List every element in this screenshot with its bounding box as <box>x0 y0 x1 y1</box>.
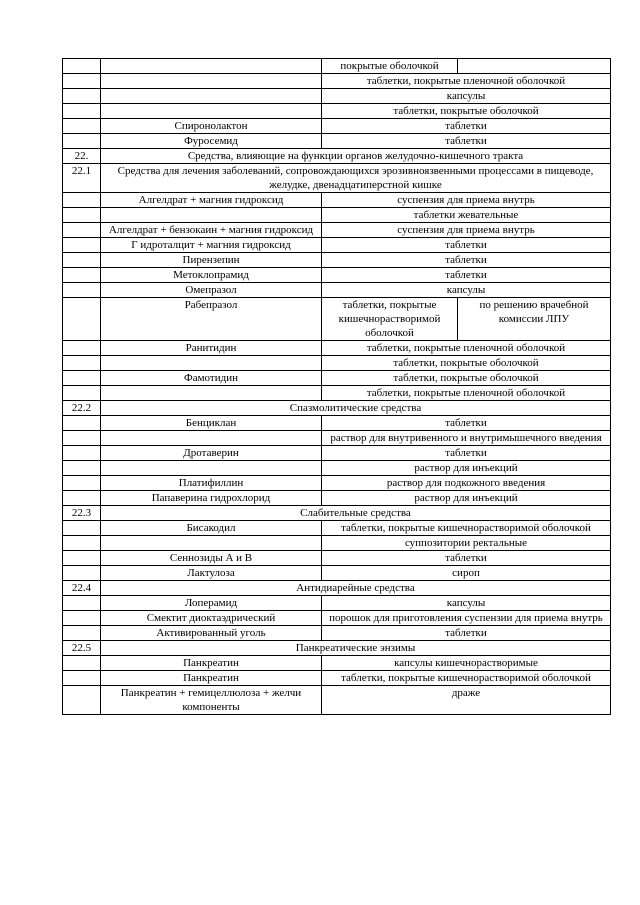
table-row <box>63 134 611 149</box>
table-row <box>63 686 611 715</box>
section-header-row <box>63 581 611 596</box>
dosage-form-cell: таблетки, покрытые пленочной оболочкой <box>322 74 611 89</box>
dosage-form-cell: таблетки, покрытые оболочкой <box>322 104 611 119</box>
dosage-form-cell: таблетки, покрытые пленочной оболочкой <box>322 386 611 401</box>
dosage-form-cell: таблетки <box>322 238 611 253</box>
drug-name-cell: Лактулоза <box>101 566 322 581</box>
section-number: 22.2 <box>63 401 101 416</box>
section-title: Слабительные средства <box>101 506 611 521</box>
dosage-form-cell: раствор для подкожного введения <box>322 476 611 491</box>
dosage-form-cell: сироп <box>322 566 611 581</box>
table-row <box>63 253 611 268</box>
table-row <box>63 551 611 566</box>
section-title: Антидиарейные средства <box>101 581 611 596</box>
dosage-form-cell: суспензия для приема внутрь <box>322 193 611 208</box>
table-row <box>63 491 611 506</box>
drug-name-cell: Панкреатин + гемицеллюлоза + желчи компоненты <box>101 686 322 715</box>
drug-name-cell: Рабепразол <box>101 298 322 341</box>
drug-name-cell: Бисакодил <box>101 521 322 536</box>
table-row <box>63 283 611 298</box>
drug-name-cell: Ранитидин <box>101 341 322 356</box>
section-number: 22.5 <box>63 641 101 656</box>
table-row <box>63 341 611 356</box>
table-row <box>63 461 611 476</box>
table-row <box>63 74 611 89</box>
drug-name-cell: Пирензепин <box>101 253 322 268</box>
table-row <box>63 656 611 671</box>
table-row <box>63 521 611 536</box>
section-title: Средства для лечения заболеваний, сопровождающихся эрозивноязвенными процессами в пищеводе, желудке, двенадцатиперстной кишке <box>101 164 611 193</box>
section-title: Панкреатические энзимы <box>101 641 611 656</box>
dosage-form-cell: капсулы <box>322 596 611 611</box>
drug-name-cell: Платифиллин <box>101 476 322 491</box>
dosage-form-cell: порошок для приготовления суспензии для приема внутрь <box>322 611 611 626</box>
section-number: 22. <box>63 149 101 164</box>
dosage-form-cell: таблетки, покрытые оболочкой <box>322 356 611 371</box>
table-row <box>63 596 611 611</box>
table-row <box>63 386 611 401</box>
table-row <box>63 371 611 386</box>
section-header-row <box>63 401 611 416</box>
drug-name-cell: Алгелдрат + магния гидроксид <box>101 193 322 208</box>
dosage-form-cell: таблетки <box>322 416 611 431</box>
table-row <box>63 193 611 208</box>
section-number: 22.4 <box>63 581 101 596</box>
dosage-form-cell: таблетки <box>322 253 611 268</box>
dosage-form-cell: таблетки <box>322 626 611 641</box>
table-row <box>63 446 611 461</box>
dosage-form-cell: драже <box>322 686 611 715</box>
section-title: Средства, влияющие на функции органов желудочно-кишечного тракта <box>101 149 611 164</box>
table-row <box>63 626 611 641</box>
table-row <box>63 238 611 253</box>
drug-name-cell: Фуросемид <box>101 134 322 149</box>
table-row <box>63 59 611 74</box>
section-number: 22.3 <box>63 506 101 521</box>
section-header-row <box>63 641 611 656</box>
dosage-form-cell: таблетки, покрытые кишечнорастворимой оболочкой <box>322 671 611 686</box>
dosage-form-cell: покрытые оболочкой <box>322 59 458 74</box>
prescription-note-cell: по решению врачебной комиссии ЛПУ <box>458 298 611 341</box>
dosage-form-cell: таблетки, покрытые пленочной оболочкой <box>322 341 611 356</box>
table-row <box>63 89 611 104</box>
drug-name-cell: Смектит диоктаэдрический <box>101 611 322 626</box>
drug-name-cell: Фамотидин <box>101 371 322 386</box>
dosage-form-cell: раствор для внутривенного и внутримышечного введения <box>322 431 611 446</box>
drug-name-cell: Бенциклан <box>101 416 322 431</box>
dosage-form-cell: раствор для инъекций <box>322 461 611 476</box>
drug-name-cell: Панкреатин <box>101 671 322 686</box>
dosage-form-cell: раствор для инъекций <box>322 491 611 506</box>
drug-name-cell: Г идроталцит + магния гидроксид <box>101 238 322 253</box>
dosage-form-cell: капсулы <box>322 89 611 104</box>
dosage-form-cell: капсулы кишечнорастворимые <box>322 656 611 671</box>
drug-name-cell: Омепразол <box>101 283 322 298</box>
section-title: Спазмолитические средства <box>101 401 611 416</box>
dosage-form-cell: таблетки, покрытые кишечнорастворимой оболочкой <box>322 521 611 536</box>
drug-name-cell: Алгелдрат + бензокаин + магния гидроксид <box>101 223 322 238</box>
table-row <box>63 268 611 283</box>
dosage-form-cell: таблетки <box>322 134 611 149</box>
section-header-row <box>63 164 611 193</box>
drug-name-cell: Панкреатин <box>101 656 322 671</box>
dosage-form-cell: таблетки <box>322 551 611 566</box>
dosage-form-cell: таблетки <box>322 446 611 461</box>
table-row <box>63 566 611 581</box>
table-row <box>63 611 611 626</box>
dosage-form-cell: таблетки, покрытые кишечнорастворимой оболочкой <box>322 298 458 341</box>
table-row <box>63 476 611 491</box>
dosage-form-cell: таблетки <box>322 119 611 134</box>
drug-name-cell: Дротаверин <box>101 446 322 461</box>
drug-name-cell: Метоклопрамид <box>101 268 322 283</box>
drug-name-cell: Активированный уголь <box>101 626 322 641</box>
table-row <box>63 119 611 134</box>
table-row <box>63 356 611 371</box>
table-row <box>63 671 611 686</box>
table-row <box>63 223 611 238</box>
table-row <box>63 298 611 341</box>
dosage-form-cell: таблетки <box>322 268 611 283</box>
table-row <box>63 536 611 551</box>
dosage-form-cell: суспензия для приема внутрь <box>322 223 611 238</box>
drug-name-cell: Спиронолактон <box>101 119 322 134</box>
dosage-form-cell: таблетки жевательные <box>322 208 611 223</box>
dosage-form-cell: суппозитории ректальные <box>322 536 611 551</box>
section-number: 22.1 <box>63 164 101 193</box>
drug-list-table <box>62 58 611 715</box>
section-header-row <box>63 506 611 521</box>
drug-name-cell: Лоперамид <box>101 596 322 611</box>
table-row <box>63 208 611 223</box>
table-row <box>63 431 611 446</box>
table-row <box>63 104 611 119</box>
drug-name-cell: Папаверина гидрохлорид <box>101 491 322 506</box>
dosage-form-cell: таблетки, покрытые оболочкой <box>322 371 611 386</box>
table-row <box>63 416 611 431</box>
drug-name-cell: Сеннозиды А и В <box>101 551 322 566</box>
section-header-row <box>63 149 611 164</box>
dosage-form-cell: капсулы <box>322 283 611 298</box>
